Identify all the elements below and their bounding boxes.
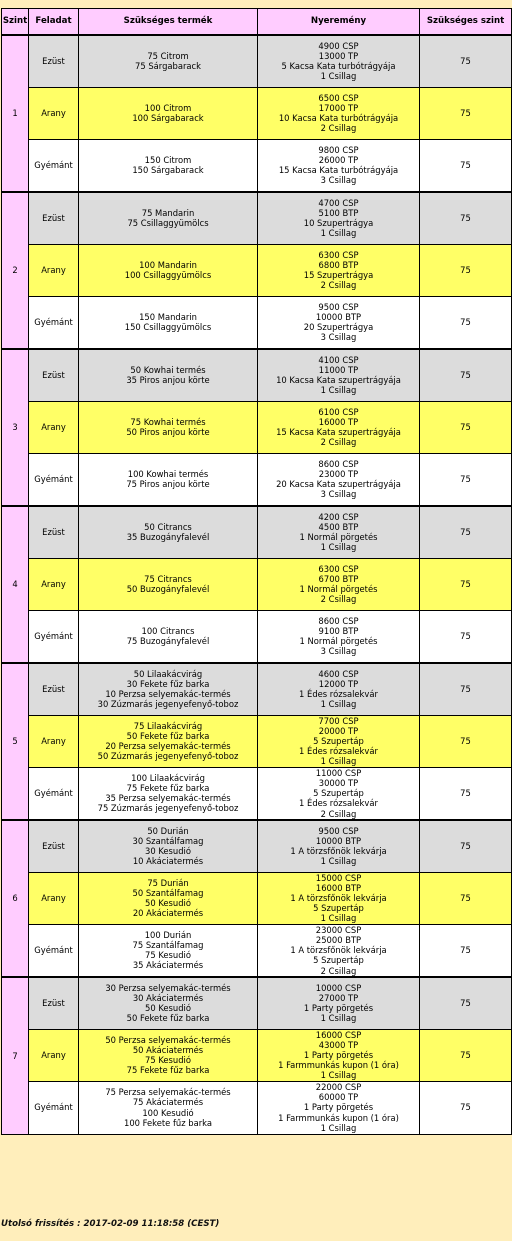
required-item-line: 75 Fekete fűz barka bbox=[126, 783, 210, 794]
table-row bbox=[2, 663, 512, 715]
required-item-line: 100 Kowhai termés bbox=[127, 469, 209, 480]
task-cell: Ezüst bbox=[29, 820, 79, 872]
required-items-cell bbox=[79, 610, 258, 663]
table-row bbox=[2, 506, 512, 558]
reward-line: 23000 CSP bbox=[315, 924, 362, 935]
required-item-line: 50 Durián bbox=[147, 825, 189, 836]
reward-line: 15 Kacsa Kata szupertrágyája bbox=[276, 427, 401, 437]
reward-line: 11000 CSP bbox=[315, 767, 362, 778]
required-item-line: 75 Citrom bbox=[147, 51, 189, 62]
required-item-line: 75 Kowhai termés bbox=[130, 416, 206, 427]
table-row bbox=[2, 610, 512, 663]
task-cell: Ezüst bbox=[29, 192, 79, 244]
table-row bbox=[2, 872, 512, 924]
required-item-line: 100 Sárgabarack bbox=[132, 113, 204, 123]
reward-line: 22000 CSP bbox=[315, 1082, 362, 1093]
reward-line: 10 Kacsa Kata szupertrágyája bbox=[276, 375, 401, 386]
required-item-line: 150 Citrom bbox=[144, 155, 192, 166]
task-cell: Gyémánt bbox=[29, 139, 79, 192]
reward-line: 30000 TP bbox=[318, 777, 359, 788]
reward-line: 2 Csillag bbox=[320, 437, 357, 448]
reward-line: 1 Csillag bbox=[320, 385, 357, 396]
required-item-line: 100 Kesudió bbox=[142, 1107, 194, 1118]
task-cell: Ezüst bbox=[29, 663, 79, 715]
task-cell: Arany bbox=[29, 558, 79, 610]
required-item-line: 100 Citrom bbox=[144, 102, 192, 113]
task-cell: Ezüst bbox=[29, 35, 79, 87]
required-item-line: 75 Fekete fűz barka bbox=[126, 1065, 210, 1076]
required-item-line: 100 Lilaakácvirág bbox=[131, 772, 205, 783]
reward-line: 6300 CSP bbox=[318, 563, 359, 574]
required-items-cell bbox=[79, 1081, 258, 1134]
required-items-cell bbox=[79, 872, 258, 924]
task-cell: Ezüst bbox=[29, 349, 79, 401]
task-cell: Gyémánt bbox=[29, 767, 79, 820]
required-items-cell bbox=[79, 296, 258, 349]
reward-line: 1 A törzsfőnök lekvárja bbox=[290, 892, 387, 903]
required-item-line: 75 Csillaggyümölcs bbox=[127, 218, 209, 229]
reward-line: 60000 TP bbox=[318, 1092, 359, 1103]
reward-line: 9500 CSP bbox=[318, 301, 359, 312]
level-cell: 7 bbox=[2, 977, 29, 1134]
reward-line: 16000 BTP bbox=[315, 882, 362, 893]
required-level-cell: 75 bbox=[420, 453, 512, 506]
required-level-cell: 75 bbox=[420, 610, 512, 663]
required-items-cell bbox=[79, 349, 258, 401]
reward-line: 5 Szupertáp bbox=[313, 735, 364, 746]
required-item-line: 75 Perzsa selyemakác-termés bbox=[105, 1087, 231, 1098]
table-row bbox=[2, 1029, 512, 1081]
table-row bbox=[2, 558, 512, 610]
reward-line: 4600 CSP bbox=[318, 668, 359, 679]
required-item-line: 75 Sárgabarack bbox=[135, 61, 201, 72]
reward-line: 5 Kacsa Kata turbótrágyája bbox=[281, 61, 396, 72]
task-cell: Gyémánt bbox=[29, 1081, 79, 1134]
reward-cell bbox=[258, 924, 420, 977]
reward-cell bbox=[258, 767, 420, 820]
reward-line: 3 Csillag bbox=[320, 175, 357, 186]
required-level-cell: 75 bbox=[420, 506, 512, 558]
reward-line: 5 Szupertáp bbox=[313, 903, 364, 914]
required-level-cell: 75 bbox=[420, 715, 512, 767]
reward-line: 8600 CSP bbox=[318, 615, 359, 626]
required-item-line: 50 Szantálfamag bbox=[132, 887, 204, 898]
required-item-line: 50 Perzsa selyemakác-termés bbox=[105, 1034, 231, 1045]
reward-line: 15 Szupertrágya bbox=[303, 270, 374, 280]
reward-line: 2 Csillag bbox=[320, 808, 357, 819]
required-item-line: 50 Kowhai termés bbox=[130, 365, 206, 376]
reward-line: 25000 BTP bbox=[315, 934, 362, 945]
required-items-cell bbox=[79, 977, 258, 1029]
reward-line: 6100 CSP bbox=[318, 406, 359, 417]
reward-cell bbox=[258, 192, 420, 244]
required-items-cell bbox=[79, 663, 258, 715]
reward-line: 1 Csillag bbox=[320, 542, 357, 553]
header-level: Szint bbox=[2, 9, 29, 36]
reward-cell bbox=[258, 1029, 420, 1081]
required-items-cell bbox=[79, 192, 258, 244]
reward-line: 6500 CSP bbox=[318, 92, 359, 103]
required-item-line: 100 Mandarin bbox=[139, 259, 197, 270]
required-item-line: 50 Citrancs bbox=[144, 522, 192, 533]
reward-line: 5 Szupertáp bbox=[313, 788, 364, 799]
reward-cell bbox=[258, 349, 420, 401]
task-cell: Ezüst bbox=[29, 506, 79, 558]
reward-line: 9500 CSP bbox=[318, 825, 359, 836]
reward-line: 20 Szupertrágya bbox=[303, 322, 374, 333]
required-items-cell bbox=[79, 820, 258, 872]
required-level-cell: 75 bbox=[420, 1081, 512, 1134]
required-item-line: 50 Kesudió bbox=[145, 1003, 191, 1014]
reward-line: 4200 CSP bbox=[318, 511, 359, 522]
reward-line: 3 Csillag bbox=[320, 646, 357, 657]
reward-line: 1 A törzsfőnök lekvárja bbox=[290, 945, 387, 956]
required-item-line: 50 Lilaakácvirág bbox=[133, 668, 203, 679]
reward-line: 1 Csillag bbox=[320, 856, 357, 867]
reward-line: 1 Csillag bbox=[320, 756, 357, 767]
reward-line: 10 Szupertrágya bbox=[303, 218, 374, 229]
table-row bbox=[2, 35, 512, 87]
required-item-line: 75 Kesudió bbox=[145, 950, 191, 961]
required-level-cell: 75 bbox=[420, 558, 512, 610]
reward-line: 1 A törzsfőnök lekvárja bbox=[290, 846, 387, 857]
reward-cell bbox=[258, 401, 420, 453]
quest-body bbox=[2, 35, 512, 1134]
required-level-cell: 75 bbox=[420, 296, 512, 349]
reward-line: 15 Kacsa Kata turbótrágyája bbox=[278, 165, 399, 176]
reward-cell bbox=[258, 296, 420, 349]
required-item-line: 35 Perzsa selyemakác-termés bbox=[105, 793, 231, 804]
reward-line: 23000 TP bbox=[318, 469, 359, 480]
reward-line: 9800 CSP bbox=[318, 144, 359, 155]
required-level-cell: 75 bbox=[420, 872, 512, 924]
required-item-line: 10 Perzsa selyemakác-termés bbox=[105, 689, 231, 700]
required-level-cell: 75 bbox=[420, 35, 512, 87]
level-cell: 2 bbox=[2, 192, 29, 349]
reward-line: 1 Csillag bbox=[320, 228, 357, 239]
required-item-line: 30 Fekete fűz barka bbox=[126, 679, 210, 690]
required-items-cell bbox=[79, 87, 258, 139]
reward-line: 1 Édes rózsalekvár bbox=[299, 746, 378, 757]
reward-line: 10000 BTP bbox=[315, 836, 362, 847]
task-cell: Arany bbox=[29, 244, 79, 296]
required-level-cell: 75 bbox=[420, 663, 512, 715]
table-row bbox=[2, 715, 512, 767]
reward-line: 15000 CSP bbox=[315, 872, 362, 883]
header-task: Feladat bbox=[29, 9, 79, 36]
task-cell: Arany bbox=[29, 715, 79, 767]
reward-line: 1 Csillag bbox=[320, 1122, 357, 1133]
required-item-line: 75 Akáciatermés bbox=[132, 1097, 204, 1108]
required-item-line: 75 Szantálfamag bbox=[132, 940, 204, 951]
table-row bbox=[2, 924, 512, 977]
reward-cell bbox=[258, 715, 420, 767]
reward-line: 10000 CSP bbox=[315, 982, 362, 993]
level-cell: 1 bbox=[2, 35, 29, 192]
reward-line: 6800 BTP bbox=[318, 259, 359, 270]
required-item-line: 100 Csillaggyümölcs bbox=[124, 270, 212, 280]
reward-line: 1 Normál pörgetés bbox=[299, 532, 378, 543]
reward-line: 43000 TP bbox=[318, 1039, 359, 1050]
reward-line: 1 Csillag bbox=[320, 913, 357, 924]
reward-line: 13000 TP bbox=[318, 51, 359, 62]
table-row bbox=[2, 820, 512, 872]
required-item-line: 75 Lilaakácvirág bbox=[133, 720, 203, 731]
required-item-line: 20 Akáciatermés bbox=[132, 908, 204, 919]
table-row bbox=[2, 349, 512, 401]
reward-line: 1 Édes rózsalekvár bbox=[299, 798, 378, 809]
reward-line: 1 Party pörgetés bbox=[303, 1003, 374, 1014]
reward-line: 2 Csillag bbox=[320, 594, 357, 605]
required-items-cell bbox=[79, 558, 258, 610]
reward-line: 5100 BTP bbox=[318, 208, 359, 219]
required-level-cell: 75 bbox=[420, 767, 512, 820]
reward-line: 1 Party pörgetés bbox=[303, 1049, 374, 1060]
required-item-line: 150 Sárgabarack bbox=[132, 165, 204, 176]
reward-cell bbox=[258, 1081, 420, 1134]
reward-line: 2 Csillag bbox=[320, 280, 357, 291]
required-item-line: 75 Piros anjou körte bbox=[126, 479, 210, 490]
required-items-cell bbox=[79, 924, 258, 977]
reward-line: 16000 CSP bbox=[315, 1029, 362, 1040]
reward-cell bbox=[258, 244, 420, 296]
reward-line: 12000 TP bbox=[318, 679, 359, 690]
required-level-cell: 75 bbox=[420, 244, 512, 296]
required-item-line: 50 Fekete fűz barka bbox=[126, 730, 210, 741]
table-row bbox=[2, 767, 512, 820]
reward-line: 7700 CSP bbox=[318, 715, 359, 726]
reward-line: 1 Normál pörgetés bbox=[299, 584, 378, 594]
reward-line: 1 Party pörgetés bbox=[303, 1102, 374, 1113]
reward-line: 5 Szupertáp bbox=[313, 955, 364, 966]
required-item-line: 20 Perzsa selyemakác-termés bbox=[105, 741, 231, 751]
level-cell: 4 bbox=[2, 506, 29, 663]
reward-line: 10 Kacsa Kata turbótrágyája bbox=[278, 113, 399, 123]
required-items-cell bbox=[79, 506, 258, 558]
required-item-line: 75 Durián bbox=[147, 877, 189, 888]
task-cell: Ezüst bbox=[29, 977, 79, 1029]
task-cell: Gyémánt bbox=[29, 296, 79, 349]
required-item-line: 100 Citrancs bbox=[141, 626, 195, 637]
level-cell: 6 bbox=[2, 820, 29, 977]
required-item-line: 50 Kesudió bbox=[145, 898, 191, 909]
task-cell: Gyémánt bbox=[29, 453, 79, 506]
task-cell: Gyémánt bbox=[29, 610, 79, 663]
table-row bbox=[2, 244, 512, 296]
required-level-cell: 75 bbox=[420, 349, 512, 401]
reward-cell bbox=[258, 139, 420, 192]
table-row bbox=[2, 977, 512, 1029]
reward-line: 1 Csillag bbox=[320, 71, 357, 82]
reward-line: 6700 BTP bbox=[318, 573, 359, 584]
reward-line: 16000 TP bbox=[318, 416, 359, 427]
bottom-band bbox=[0, 1233, 512, 1241]
table-row bbox=[2, 139, 512, 192]
required-level-cell: 75 bbox=[420, 924, 512, 977]
table-row bbox=[2, 1081, 512, 1134]
last-updated: Utolsó frissítés : 2017-02-09 11:18:58 (CEST) bbox=[1, 1219, 220, 1229]
reward-line: 9100 BTP bbox=[318, 626, 359, 637]
required-items-cell bbox=[79, 715, 258, 767]
level-cell: 3 bbox=[2, 349, 29, 506]
required-level-cell: 75 bbox=[420, 192, 512, 244]
required-item-line: 35 Buzogányfalevél bbox=[126, 532, 210, 543]
task-cell: Arany bbox=[29, 401, 79, 453]
reward-cell bbox=[258, 610, 420, 663]
required-item-line: 50 Zúzmarás jegenyefenyő-toboz bbox=[97, 751, 239, 762]
reward-line: 20000 TP bbox=[318, 725, 359, 736]
reward-cell bbox=[258, 35, 420, 87]
required-items-cell bbox=[79, 453, 258, 506]
reward-line: 3 Csillag bbox=[320, 489, 357, 500]
required-items-cell bbox=[79, 35, 258, 87]
required-level-cell: 75 bbox=[420, 820, 512, 872]
task-cell: Arany bbox=[29, 872, 79, 924]
required-item-line: 30 Akáciatermés bbox=[132, 993, 204, 1004]
reward-line: 11000 TP bbox=[318, 365, 359, 376]
required-item-line: 75 Kesudió bbox=[145, 1055, 191, 1066]
task-cell: Arany bbox=[29, 1029, 79, 1081]
required-item-line: 75 Mandarin bbox=[141, 208, 195, 219]
reward-line: 4700 CSP bbox=[318, 197, 359, 208]
required-items-cell bbox=[79, 244, 258, 296]
reward-cell bbox=[258, 977, 420, 1029]
table-row bbox=[2, 401, 512, 453]
reward-line: 4500 BTP bbox=[318, 522, 359, 533]
task-cell: Arany bbox=[29, 87, 79, 139]
reward-cell bbox=[258, 820, 420, 872]
required-level-cell: 75 bbox=[420, 401, 512, 453]
reward-line: 6300 CSP bbox=[318, 249, 359, 260]
required-item-line: 30 Szantálfamag bbox=[132, 836, 204, 847]
header-reward: Nyeremény bbox=[258, 9, 420, 36]
table-row bbox=[2, 453, 512, 506]
table-row bbox=[2, 87, 512, 139]
required-item-line: 35 Akáciatermés bbox=[132, 960, 204, 971]
required-items-cell bbox=[79, 1029, 258, 1081]
required-item-line: 150 Csillaggyümölcs bbox=[124, 322, 212, 333]
reward-cell bbox=[258, 558, 420, 610]
reward-line: 1 Normál pörgetés bbox=[299, 636, 378, 647]
required-item-line: 30 Kesudió bbox=[145, 846, 191, 857]
quest-table bbox=[1, 8, 512, 1135]
required-item-line: 50 Piros anjou körte bbox=[126, 427, 210, 437]
header-required-level: Szükséges szint bbox=[420, 9, 512, 36]
required-item-line: 50 Fekete fűz barka bbox=[126, 1013, 210, 1024]
required-level-cell: 75 bbox=[420, 139, 512, 192]
table-row bbox=[2, 296, 512, 349]
required-items-cell bbox=[79, 767, 258, 820]
header-row bbox=[2, 9, 512, 36]
reward-line: 26000 TP bbox=[318, 155, 359, 166]
reward-line: 20 Kacsa Kata szupertrágyája bbox=[276, 479, 401, 490]
required-level-cell: 75 bbox=[420, 1029, 512, 1081]
reward-cell bbox=[258, 506, 420, 558]
required-item-line: 75 Buzogányfalevél bbox=[126, 636, 210, 647]
reward-line: 4100 CSP bbox=[318, 354, 359, 365]
reward-line: 1 Farmmunkás kupon (1 óra) bbox=[278, 1060, 399, 1071]
required-item-line: 10 Akáciatermés bbox=[132, 856, 204, 867]
reward-cell bbox=[258, 453, 420, 506]
required-item-line: 35 Piros anjou körte bbox=[126, 375, 210, 386]
reward-line: 8600 CSP bbox=[318, 458, 359, 469]
reward-line: 10000 BTP bbox=[315, 312, 362, 323]
reward-line: 3 Csillag bbox=[320, 332, 357, 343]
required-item-line: 30 Zúzmarás jegenyefenyő-toboz bbox=[97, 699, 239, 710]
required-item-line: 100 Durián bbox=[144, 929, 192, 940]
reward-cell bbox=[258, 87, 420, 139]
reward-line: 1 Csillag bbox=[320, 1070, 357, 1081]
header-required-items: Szükséges termék bbox=[79, 9, 258, 36]
reward-line: 1 Csillag bbox=[320, 1013, 357, 1024]
reward-line: 1 Édes rózsalekvár bbox=[299, 689, 378, 700]
reward-line: 27000 TP bbox=[318, 993, 359, 1004]
required-item-line: 75 Citrancs bbox=[144, 573, 192, 584]
required-item-line: 50 Buzogányfalevél bbox=[126, 584, 210, 594]
reward-line: 1 Farmmunkás kupon (1 óra) bbox=[278, 1112, 399, 1123]
table-row bbox=[2, 192, 512, 244]
reward-line: 2 Csillag bbox=[320, 965, 357, 976]
reward-line: 4900 CSP bbox=[318, 40, 359, 51]
reward-line: 17000 TP bbox=[318, 102, 359, 113]
required-item-line: 50 Akáciatermés bbox=[132, 1044, 204, 1055]
task-cell: Gyémánt bbox=[29, 924, 79, 977]
required-level-cell: 75 bbox=[420, 977, 512, 1029]
level-cell: 5 bbox=[2, 663, 29, 820]
required-level-cell: 75 bbox=[420, 87, 512, 139]
required-items-cell bbox=[79, 401, 258, 453]
reward-line: 2 Csillag bbox=[320, 123, 357, 134]
reward-cell bbox=[258, 663, 420, 715]
required-item-line: 150 Mandarin bbox=[139, 312, 197, 323]
required-items-cell bbox=[79, 139, 258, 192]
required-item-line: 75 Zúzmarás jegenyefenyő-toboz bbox=[97, 803, 239, 814]
reward-cell bbox=[258, 872, 420, 924]
reward-line: 1 Csillag bbox=[320, 699, 357, 710]
required-item-line: 100 Fekete fűz barka bbox=[123, 1117, 212, 1128]
required-item-line: 30 Perzsa selyemakác-termés bbox=[105, 982, 231, 993]
